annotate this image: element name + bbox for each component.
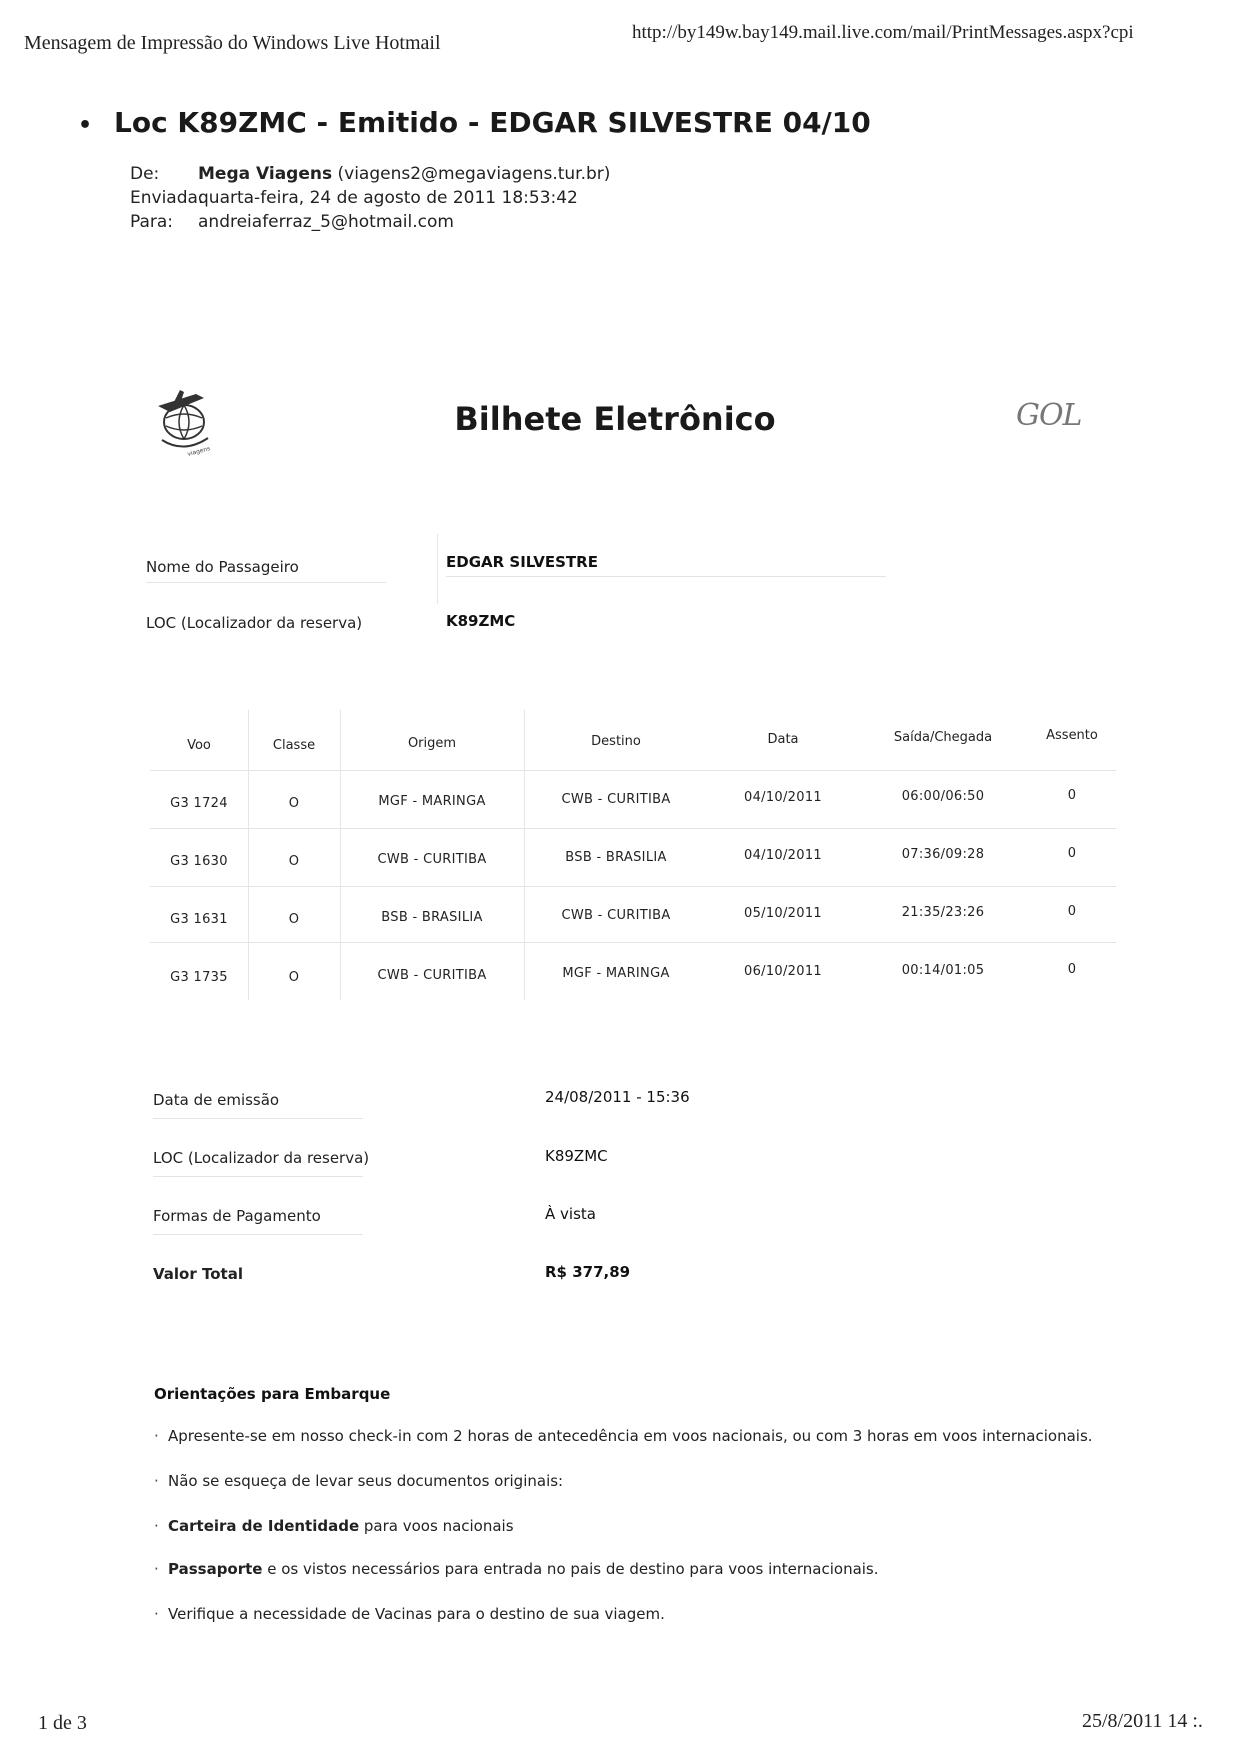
summary-loc-label: LOC (Localizador da reserva) bbox=[153, 1149, 370, 1167]
table-cell: CWB - CURITIBA bbox=[377, 852, 487, 867]
boarding-text: Verifique a necessidade de Vacinas para o destino de sua viagem. bbox=[168, 1605, 665, 1623]
bullet-icon: · bbox=[154, 1472, 159, 1490]
table-cell: 05/10/2011 bbox=[744, 906, 822, 921]
table-cell: 21:35/23:26 bbox=[901, 905, 985, 920]
col-saida-chegada: Saída/Chegada bbox=[893, 730, 993, 745]
table-cell: 07:36/09:28 bbox=[901, 847, 985, 862]
from-label: De: bbox=[130, 164, 160, 184]
table-cell: O bbox=[288, 854, 300, 869]
issue-date-label: Data de emissão bbox=[153, 1091, 280, 1109]
bullet-icon: · bbox=[154, 1605, 159, 1623]
divider bbox=[153, 1118, 363, 1119]
table-cell: MGF - MARINGA bbox=[378, 794, 486, 809]
boarding-item bbox=[154, 1427, 1093, 1445]
payment-label: Formas de Pagamento bbox=[153, 1207, 321, 1225]
boarding-item bbox=[154, 1605, 665, 1623]
table-cell: BSB - BRASILIA bbox=[381, 910, 483, 925]
divider bbox=[153, 1176, 363, 1177]
divider bbox=[146, 582, 386, 583]
print-date: 25/8/2011 14 :. bbox=[1082, 1710, 1203, 1732]
divider bbox=[150, 942, 1116, 943]
col-data: Data bbox=[767, 732, 799, 747]
boarding-text: para voos nacionais bbox=[359, 1517, 514, 1535]
divider bbox=[150, 828, 1116, 829]
boarding-text: Apresente-se em nosso check-in com 2 horas de antecedência em voos nacionais, ou com 3 horas em voos internacionais. bbox=[168, 1427, 1093, 1445]
boarding-title: Orientações para Embarque bbox=[154, 1385, 391, 1403]
total-value: R$ 377,89 bbox=[545, 1263, 631, 1281]
ticket-title: Bilhete Eletrônico bbox=[454, 400, 776, 438]
divider bbox=[150, 770, 1116, 771]
col-assento: Assento bbox=[1046, 728, 1098, 743]
table-cell: CWB - CURITIBA bbox=[561, 908, 671, 923]
to-value: andreiaferraz_5@hotmail.com bbox=[198, 212, 454, 232]
table-cell: MGF - MARINGA bbox=[562, 966, 670, 981]
from-email: (viagens2@megaviagens.tur.br) bbox=[337, 164, 611, 184]
page-number: 1 de 3 bbox=[38, 1712, 87, 1734]
table-cell: 06/10/2011 bbox=[744, 964, 822, 979]
boarding-item bbox=[154, 1472, 563, 1490]
summary-loc-value: K89ZMC bbox=[545, 1147, 608, 1165]
loc-value: K89ZMC bbox=[446, 612, 516, 630]
table-cell: G3 1630 bbox=[170, 854, 228, 869]
col-voo: Voo bbox=[187, 738, 211, 753]
table-cell: O bbox=[288, 970, 300, 985]
table-cell: 06:00/06:50 bbox=[901, 789, 985, 804]
total-label: Valor Total bbox=[153, 1265, 243, 1283]
table-cell: 0 bbox=[1067, 846, 1077, 861]
table-cell: O bbox=[288, 796, 300, 811]
table-cell: 0 bbox=[1067, 904, 1077, 919]
col-destino: Destino bbox=[591, 734, 641, 749]
print-url: http://by149w.bay149.mail.live.com/mail/PrintMessages.aspx?cpi bbox=[632, 22, 1134, 43]
boarding-item bbox=[154, 1517, 514, 1535]
bullet-icon: · bbox=[154, 1427, 159, 1445]
table-cell: 0 bbox=[1067, 788, 1077, 803]
col-origem: Origem bbox=[407, 736, 457, 751]
to-row bbox=[130, 212, 454, 232]
sent-row bbox=[130, 188, 578, 208]
divider bbox=[153, 1234, 363, 1235]
table-cell: 04/10/2011 bbox=[744, 848, 822, 863]
payment-value: À vista bbox=[545, 1205, 596, 1223]
boarding-text: e os vistos necessários para entrada no pais de destino para voos internacionais. bbox=[262, 1560, 879, 1578]
from-row bbox=[130, 164, 610, 184]
boarding-text: Não se esqueça de levar seus documentos originais: bbox=[168, 1472, 564, 1490]
table-cell: BSB - BRASILIA bbox=[565, 850, 667, 865]
bullet-icon: · bbox=[154, 1560, 159, 1578]
table-cell: G3 1631 bbox=[170, 912, 228, 927]
divider bbox=[446, 576, 886, 577]
table-cell: 00:14/01:05 bbox=[901, 963, 985, 978]
handwritten-note: GOL bbox=[1016, 398, 1082, 433]
col-classe: Classe bbox=[272, 738, 316, 753]
divider bbox=[437, 534, 438, 604]
bullet-icon: • bbox=[78, 113, 93, 138]
table-cell: G3 1724 bbox=[170, 796, 228, 811]
print-title: Mensagem de Impressão do Windows Live Hotmail bbox=[24, 32, 441, 54]
bullet-icon: · bbox=[154, 1517, 159, 1535]
issue-date-value: 24/08/2011 - 15:36 bbox=[545, 1088, 690, 1106]
boarding-item bbox=[154, 1560, 879, 1578]
to-label: Para: bbox=[130, 212, 174, 232]
table-cell: 0 bbox=[1067, 962, 1077, 977]
svg-text:viagens: viagens bbox=[186, 445, 212, 458]
table-cell: 04/10/2011 bbox=[744, 790, 822, 805]
email-subject bbox=[78, 106, 871, 139]
flights-table bbox=[150, 710, 1116, 1000]
passenger-value: EDGAR SILVESTRE bbox=[446, 553, 598, 571]
table-cell: G3 1735 bbox=[170, 970, 228, 985]
sent-label: Enviada: bbox=[130, 188, 204, 208]
divider bbox=[150, 886, 1116, 887]
boarding-bold: Passaporte bbox=[168, 1560, 263, 1578]
table-cell: CWB - CURITIBA bbox=[561, 792, 671, 807]
sent-value: quarta-feira, 24 de agosto de 2011 18:53:42 bbox=[198, 188, 578, 208]
subject-text: Loc K89ZMC - Emitido - EDGAR SILVESTRE 04/10 bbox=[114, 106, 871, 139]
boarding-bold: Carteira de Identidade bbox=[168, 1517, 360, 1535]
loc-label: LOC (Localizador da reserva) bbox=[146, 614, 363, 632]
table-cell: CWB - CURITIBA bbox=[377, 968, 487, 983]
passenger-label: Nome do Passageiro bbox=[146, 558, 299, 576]
from-name: Mega Viagens bbox=[198, 164, 333, 184]
table-cell: O bbox=[288, 912, 300, 927]
